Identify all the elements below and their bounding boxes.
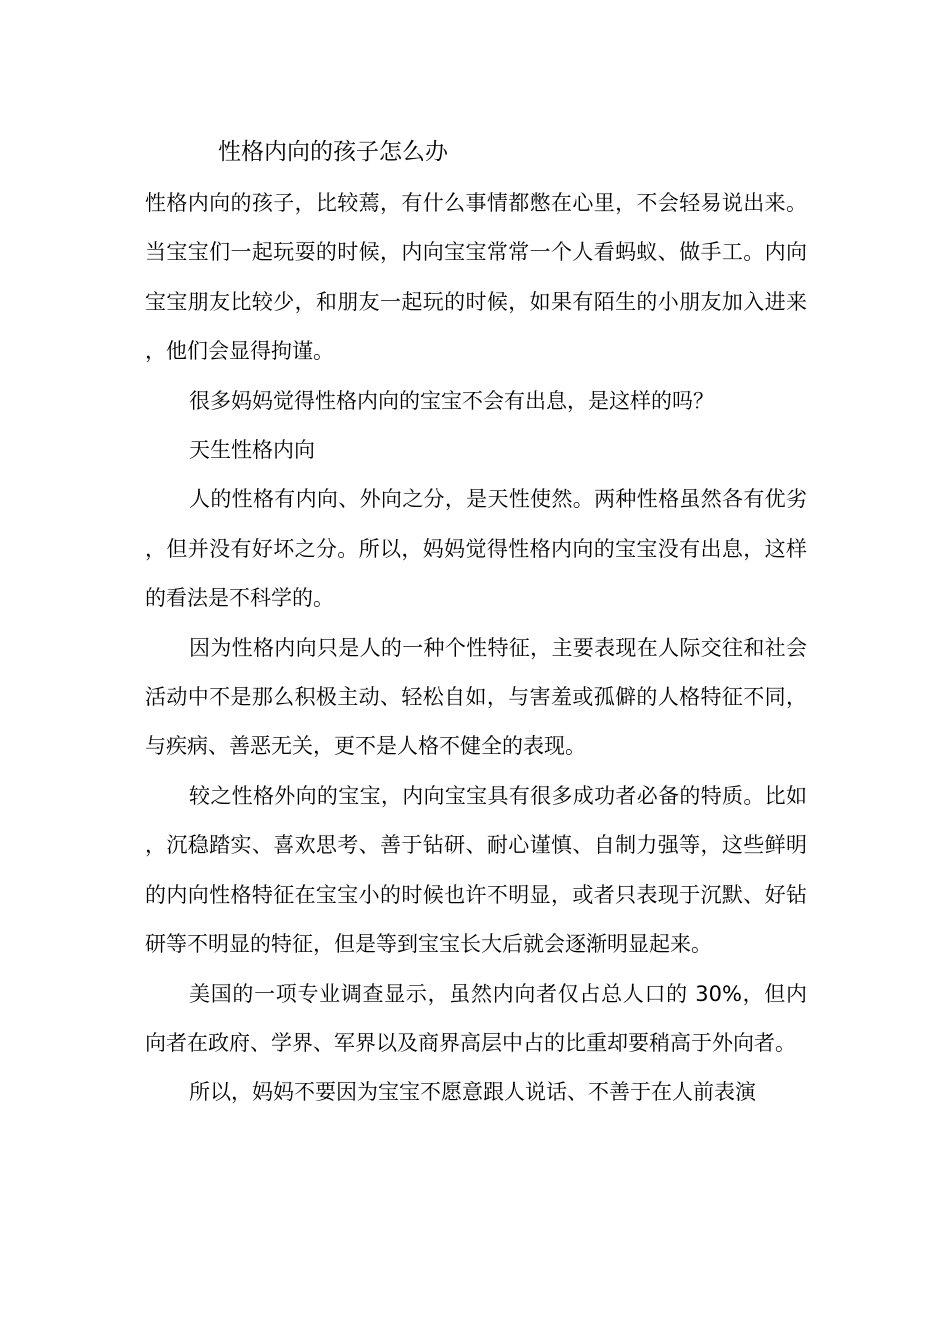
paragraph-conclusion: 所以，妈妈不要因为宝宝不愿意跟人说话、不善于在人前表演 — [189, 1080, 756, 1105]
paragraph-nature: 人的性格有内向、外向之分，是天性使然。两种性格虽然各有优劣，但并没有好坏之分。所以，妈妈觉得性格内向的宝宝没有出息，这样的看法是不科学的。 — [145, 487, 807, 611]
document-body — [145, 179, 807, 1118]
paragraph-us-survey: 美国的一项专业调查显示，虽然内向者仅占总人口的 30%，但内向者在政府、学界、军界以及商界高层中占的比重却要稍高于外向者。 — [145, 981, 807, 1055]
paragraph-question: 很多妈妈觉得性格内向的宝宝不会有出息，是这样的吗？ — [189, 388, 714, 413]
paragraph-success-traits: 较之性格外向的宝宝，内向宝宝具有很多成功者必备的特质。比如，沉稳踏实、喜欢思考、善于钻研、耐心谨慎、自制力强等，这些鲜明的内向性格特征在宝宝小的时候也许不明显，或者只表现于沉默、好钻研等不明显的特征，但是等到宝宝长大后就会逐渐明显起来。 — [145, 783, 807, 957]
section-heading-innate-introversion: 天生性格内向 — [189, 438, 315, 463]
paragraph-personality-trait: 因为性格内向只是人的一种个性特征，主要表现在人际交往和社会活动中不是那么积极主动、轻松自如，与害羞或孤僻的人格特征不同，与疾病、善恶无关，更不是人格不健全的表现。 — [145, 635, 807, 759]
paragraph-intro: 性格内向的孩子，比较蔫，有什么事情都憋在心里，不会轻易说出来。当宝宝们一起玩耍的时候，内向宝宝常常一个人看蚂蚁、做手工。内向宝宝朋友比较少，和朋友一起玩的时候，如果有陌生的小朋友加入进来，他们会显得拘谨。 — [145, 191, 807, 364]
document-title: 性格内向的孩子怎么办 — [218, 139, 448, 165]
